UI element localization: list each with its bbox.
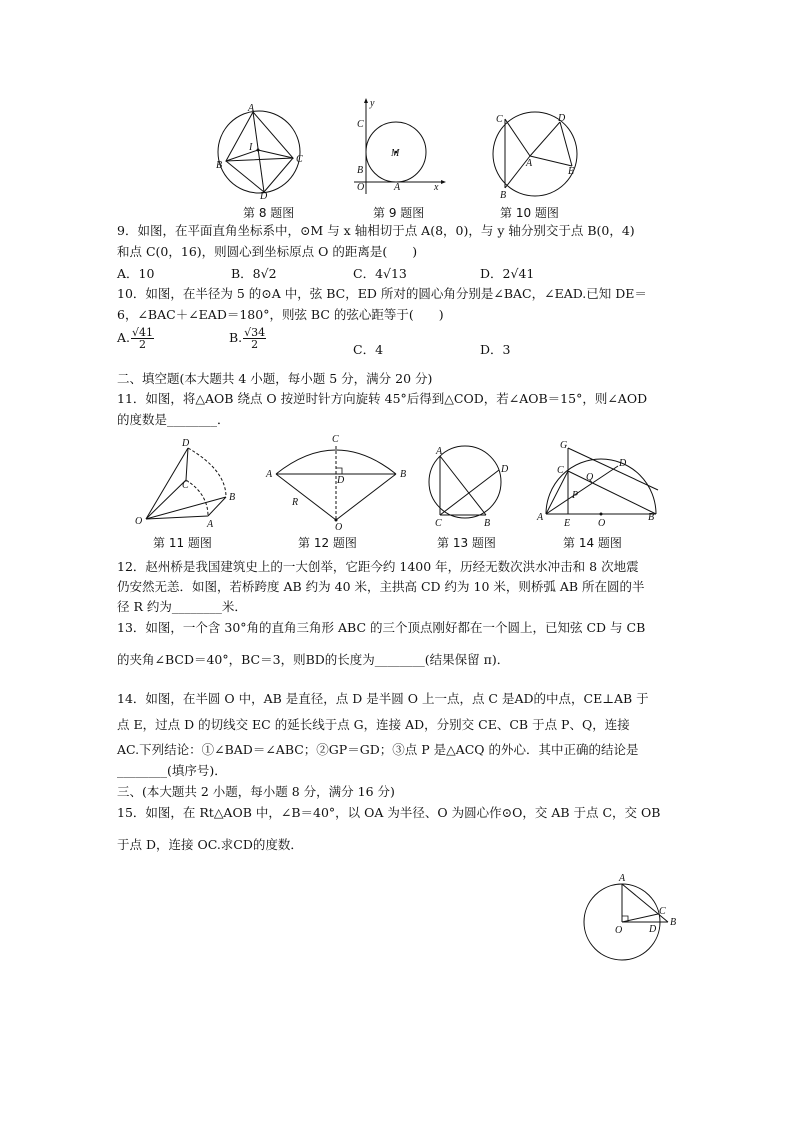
svg-text:D: D xyxy=(649,924,657,935)
figure-12 xyxy=(262,430,412,533)
figure-8-diagram xyxy=(212,104,312,200)
svg-text:B: B xyxy=(229,492,236,503)
q13-line-1: 13．如图，一个含 30°角的直角三角形 ABC 的三个顶点刚好都在一个圆上，已知弦 CD 与 CB xyxy=(117,620,646,635)
figure-15 xyxy=(584,870,684,962)
svg-text:x: x xyxy=(434,182,439,193)
figure-13-caption: 第 13 题图 xyxy=(437,536,496,550)
q10-option-a-prefix: A. xyxy=(117,330,131,345)
svg-text:D: D xyxy=(558,113,566,124)
q15-line-2: 于点 D，连接 OC.求CD的度数． xyxy=(117,837,303,852)
svg-text:A: A xyxy=(537,512,544,523)
section-2-heading: 二、填空题(本大题共 4 小题，每小题 5 分，满分 20 分) xyxy=(117,371,433,386)
q10-option-a-fraction xyxy=(131,327,154,350)
svg-text:C: C xyxy=(496,114,503,125)
figure-11-diagram xyxy=(132,434,242,530)
figure-9-caption: 第 9 题图 xyxy=(373,206,425,220)
q10-option-c: C．4 xyxy=(353,342,384,357)
svg-text:B: B xyxy=(484,518,491,529)
q9-line-1: 9．如图，在平面直角坐标系中，⊙M 与 x 轴相切于点 A(8，0)，与 y 轴分别交于点 B(0，4) xyxy=(117,223,635,238)
figure-13-diagram xyxy=(424,440,524,530)
svg-text:A: A xyxy=(526,158,533,169)
q9-option-b: B．8√2 xyxy=(231,266,277,281)
svg-text:M: M xyxy=(391,148,400,159)
q13-line-2: 的夹角∠BCD＝40°，BC＝3，则BD的长度为________(结果保留 π)． xyxy=(117,652,510,667)
svg-text:O: O xyxy=(135,516,143,527)
figure-10 xyxy=(486,108,586,200)
svg-text:O: O xyxy=(357,182,365,193)
q10-option-d: D．3 xyxy=(480,342,511,357)
svg-text:E: E xyxy=(568,166,575,177)
q10-option-b-prefix: B. xyxy=(229,330,243,345)
q9-option-d: D．2√41 xyxy=(480,266,535,281)
q11-line-2: 的度数是________． xyxy=(117,412,230,427)
figure-14-caption: 第 14 题图 xyxy=(563,536,622,550)
q9-line-2: 和点 C(0，16)，则圆心到坐标原点 O 的距离是( ) xyxy=(117,244,418,259)
svg-text:Q: Q xyxy=(586,472,594,483)
svg-text:B: B xyxy=(357,165,364,176)
svg-text:D: D xyxy=(260,191,268,202)
svg-text:D: D xyxy=(337,475,345,486)
svg-text:O: O xyxy=(335,522,343,533)
q14-line-2: 点 E，过点 D 的切线交 EC 的延长线于点 G，连接 AD，分别交 CE、CB 于点 P、Q，连接 xyxy=(117,717,630,732)
q14-line-3: AC.下列结论：①∠BAD＝∠ABC；②GP＝GD；③点 P 是△ACQ 的外心．其中正确的结论是 xyxy=(117,742,639,757)
q10-option-b-fraction xyxy=(243,327,266,350)
svg-text:A: A xyxy=(266,469,273,480)
figure-14 xyxy=(534,436,664,528)
svg-text:A: A xyxy=(248,103,255,114)
figure-10-diagram xyxy=(486,108,586,200)
figure-12-diagram xyxy=(262,430,412,533)
svg-text:D: D xyxy=(619,458,627,469)
svg-text:C: C xyxy=(332,434,339,445)
q10-option-a xyxy=(117,327,155,350)
svg-text:B: B xyxy=(400,469,407,480)
section-3-heading: 三、(本大题共 2 小题，每小题 8 分，满分 16 分) xyxy=(117,784,395,799)
figure-10-caption: 第 10 题图 xyxy=(500,206,559,220)
q10-option-b xyxy=(229,327,267,350)
svg-text:B: B xyxy=(670,917,677,928)
q14-line-1: 14．如图，在半圆 O 中，AB 是直径，点 D 是半圆 O 上一点，点 C 是AD的中点，CE⊥AB 于 xyxy=(117,691,649,706)
svg-text:E: E xyxy=(564,518,571,529)
q9-option-a: A．10 xyxy=(117,266,155,281)
svg-text:C: C xyxy=(296,154,303,165)
svg-text:A: A xyxy=(207,519,214,530)
svg-text:A: A xyxy=(394,182,401,193)
svg-text:B: B xyxy=(500,190,507,201)
q12-line-3: 径 R 约为________米． xyxy=(117,599,247,614)
figure-11 xyxy=(132,434,242,530)
svg-text:C: C xyxy=(557,465,564,476)
figure-9 xyxy=(348,98,448,196)
figure-8-caption: 第 8 题图 xyxy=(243,206,295,220)
svg-text:O: O xyxy=(598,518,606,529)
svg-text:C: C xyxy=(435,518,442,529)
q10-option-b-numerator: √34 xyxy=(244,326,266,339)
svg-text:D: D xyxy=(182,438,190,449)
svg-text:G: G xyxy=(560,440,568,451)
svg-text:A: A xyxy=(436,446,443,457)
q12-line-2: 仍安然无恙．如图，若桥跨度 AB 约为 40 米，主拱高 CD 约为 10 米，则桥弧 AB 所在圆的半 xyxy=(117,579,645,594)
svg-text:R: R xyxy=(292,497,299,508)
figure-8 xyxy=(212,104,312,200)
svg-text:C: C xyxy=(357,119,364,130)
svg-text:B: B xyxy=(216,160,223,171)
figure-13 xyxy=(424,440,524,530)
figure-11-caption: 第 11 题图 xyxy=(153,536,212,550)
q10-line-1: 10．如图，在半径为 5 的⊙A 中，弦 BC，ED 所对的圆心角分别是∠BAC，∠EAD.已知 DE＝ xyxy=(117,286,647,301)
figure-9-diagram xyxy=(348,98,448,196)
q10-option-b-denominator: 2 xyxy=(251,338,259,351)
svg-text:P: P xyxy=(572,490,579,501)
svg-text:C: C xyxy=(182,480,189,491)
q10-option-a-numerator: √41 xyxy=(132,326,154,339)
figure-15-diagram xyxy=(584,870,684,962)
svg-text:A: A xyxy=(619,873,626,884)
q10-option-a-denominator: 2 xyxy=(139,338,147,351)
q11-line-1: 11．如图，将△AOB 绕点 O 按逆时针方向旋转 45°后得到△COD，若∠AOB＝15°，则∠AOD xyxy=(117,391,648,406)
q9-option-c: C．4√13 xyxy=(353,266,407,281)
svg-text:y: y xyxy=(370,98,375,109)
figure-14-diagram xyxy=(534,436,664,528)
svg-text:I: I xyxy=(249,142,253,153)
svg-text:D: D xyxy=(501,464,509,475)
q10-line-2: 6，∠BAC＋∠EAD＝180°，则弦 BC 的弦心距等于( ) xyxy=(117,307,444,322)
figure-12-caption: 第 12 题图 xyxy=(298,536,357,550)
svg-text:B: B xyxy=(648,512,655,523)
q15-line-1: 15．如图，在 Rt△AOB 中，∠B＝40°，以 OA 为半径、O 为圆心作⊙O，交 AB 于点 C，交 OB xyxy=(117,805,661,820)
svg-text:C: C xyxy=(659,906,666,917)
q14-line-4: ________(填序号)． xyxy=(117,763,227,778)
q12-line-1: 12．赵州桥是我国建筑史上的一大创举，它距今约 1400 年，历经无数次洪水冲击和 8 次地震 xyxy=(117,559,639,574)
svg-text:O: O xyxy=(615,925,623,936)
